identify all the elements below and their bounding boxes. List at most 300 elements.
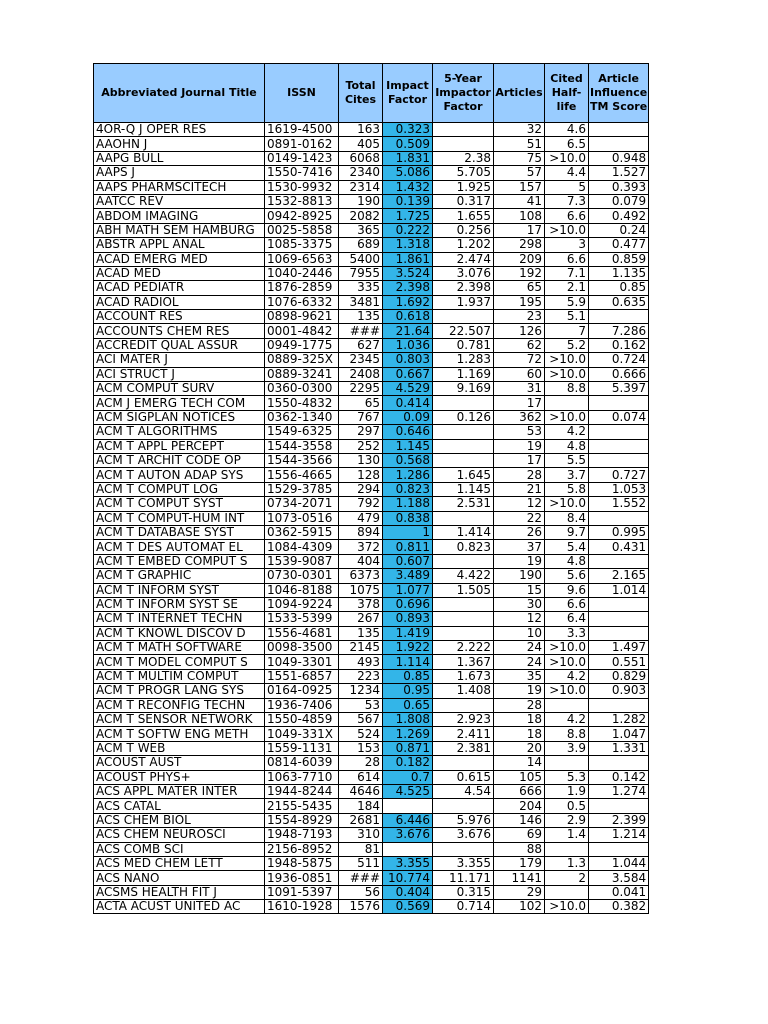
five-year-impact-cell[interactable]: 11.171 [433,871,494,885]
influence-score-cell[interactable]: 7.286 [589,324,649,338]
issn-cell[interactable]: 1073-0516 [265,511,339,525]
impact-factor-cell[interactable]: 0.803 [383,353,433,367]
total-cites-cell[interactable]: 493 [339,655,383,669]
half-life-cell[interactable]: 5.2 [545,338,589,352]
half-life-cell[interactable]: >10.0 [545,684,589,698]
journal-title-cell[interactable]: AAOHN J [94,137,265,151]
half-life-cell[interactable]: 9.7 [545,525,589,539]
influence-score-cell[interactable] [589,799,649,813]
journal-title-cell[interactable]: ACS CATAL [94,799,265,813]
impact-factor-cell[interactable]: 4.525 [383,784,433,798]
journal-title-cell[interactable]: AAPS J [94,166,265,180]
journal-title-cell[interactable]: ACTA ACUST UNITED AC [94,900,265,914]
col-header-issn[interactable]: ISSN [265,64,339,123]
table-row[interactable] [94,871,649,885]
impact-factor-cell[interactable]: 1.188 [383,497,433,511]
table-row[interactable] [94,756,649,770]
journal-title-cell[interactable]: ACM T MATH SOFTWARE [94,641,265,655]
half-life-cell[interactable]: 3.3 [545,626,589,640]
issn-cell[interactable]: 1046-8188 [265,583,339,597]
issn-cell[interactable]: 1619-4500 [265,123,339,137]
issn-cell[interactable]: 1091-5397 [265,885,339,899]
impact-factor-cell[interactable]: 1.145 [383,439,433,453]
articles-cell[interactable]: 157 [494,180,545,194]
half-life-cell[interactable]: 1.3 [545,856,589,870]
issn-cell[interactable]: 1063-7710 [265,770,339,784]
five-year-impact-cell[interactable]: 4.54 [433,784,494,798]
impact-factor-cell[interactable]: 0.838 [383,511,433,525]
influence-score-cell[interactable]: 0.074 [589,410,649,424]
table-row[interactable] [94,741,649,755]
five-year-impact-cell[interactable]: 0.714 [433,900,494,914]
half-life-cell[interactable]: 3.9 [545,741,589,755]
table-row[interactable] [94,137,649,151]
table-row[interactable] [94,511,649,525]
journal-title-cell[interactable]: ACM T COMPUT-HUM INT [94,511,265,525]
journal-title-cell[interactable]: ACSMS HEALTH FIT J [94,885,265,899]
table-row[interactable] [94,194,649,208]
total-cites-cell[interactable]: 163 [339,123,383,137]
half-life-cell[interactable] [545,698,589,712]
issn-cell[interactable]: 1936-7406 [265,698,339,712]
five-year-impact-cell[interactable] [433,310,494,324]
journal-title-cell[interactable]: ACM T DES AUTOMAT EL [94,540,265,554]
impact-factor-cell[interactable]: 0.09 [383,410,433,424]
total-cites-cell[interactable]: 627 [339,338,383,352]
influence-score-cell[interactable]: 1.135 [589,266,649,280]
impact-factor-cell[interactable]: 0.568 [383,453,433,467]
articles-cell[interactable]: 190 [494,569,545,583]
articles-cell[interactable]: 12 [494,497,545,511]
journal-title-cell[interactable]: ACM T PROGR LANG SYS [94,684,265,698]
five-year-impact-cell[interactable] [433,756,494,770]
impact-factor-cell[interactable]: 0.618 [383,310,433,324]
articles-cell[interactable]: 32 [494,123,545,137]
impact-factor-cell[interactable]: 1.318 [383,238,433,252]
half-life-cell[interactable]: >10.0 [545,367,589,381]
journal-title-cell[interactable]: ACS CHEM BIOL [94,813,265,827]
table-row[interactable] [94,669,649,683]
articles-cell[interactable]: 18 [494,727,545,741]
total-cites-cell[interactable]: 2681 [339,813,383,827]
journal-title-cell[interactable]: ACAD EMERG MED [94,252,265,266]
impact-factor-cell[interactable]: 1.077 [383,583,433,597]
issn-cell[interactable]: 1936-0851 [265,871,339,885]
table-row[interactable] [94,439,649,453]
influence-score-cell[interactable]: 1.497 [589,641,649,655]
five-year-impact-cell[interactable] [433,698,494,712]
influence-score-cell[interactable]: 0.041 [589,885,649,899]
impact-factor-cell[interactable]: 4.529 [383,382,433,396]
five-year-impact-cell[interactable] [433,799,494,813]
influence-score-cell[interactable]: 5.397 [589,382,649,396]
influence-score-cell[interactable] [589,612,649,626]
influence-score-cell[interactable]: 1.552 [589,497,649,511]
total-cites-cell[interactable]: 767 [339,410,383,424]
total-cites-cell[interactable]: 294 [339,482,383,496]
impact-factor-cell[interactable]: 0.646 [383,425,433,439]
influence-score-cell[interactable]: 0.948 [589,151,649,165]
influence-score-cell[interactable]: 0.142 [589,770,649,784]
impact-factor-cell[interactable]: 0.667 [383,367,433,381]
articles-cell[interactable]: 204 [494,799,545,813]
total-cites-cell[interactable]: 2145 [339,641,383,655]
journal-title-cell[interactable]: ABH MATH SEM HAMBURG [94,223,265,237]
total-cites-cell[interactable]: 4646 [339,784,383,798]
half-life-cell[interactable]: 4.8 [545,554,589,568]
journal-title-cell[interactable]: ACCOUNTS CHEM RES [94,324,265,338]
table-row[interactable] [94,281,649,295]
table-row[interactable] [94,597,649,611]
five-year-impact-cell[interactable] [433,511,494,525]
five-year-impact-cell[interactable]: 5.705 [433,166,494,180]
articles-cell[interactable]: 17 [494,396,545,410]
issn-cell[interactable]: 0814-6039 [265,756,339,770]
impact-factor-cell[interactable]: 0.323 [383,123,433,137]
influence-score-cell[interactable]: 0.903 [589,684,649,698]
five-year-impact-cell[interactable] [433,612,494,626]
issn-cell[interactable]: 1948-5875 [265,856,339,870]
impact-factor-cell[interactable]: 1.419 [383,626,433,640]
table-row[interactable] [94,223,649,237]
table-row[interactable] [94,842,649,856]
influence-score-cell[interactable]: 0.727 [589,468,649,482]
five-year-impact-cell[interactable] [433,425,494,439]
table-row[interactable] [94,583,649,597]
issn-cell[interactable]: 0889-325X [265,353,339,367]
articles-cell[interactable]: 31 [494,382,545,396]
articles-cell[interactable]: 15 [494,583,545,597]
impact-factor-cell[interactable]: 3.355 [383,856,433,870]
five-year-impact-cell[interactable]: 2.923 [433,713,494,727]
journal-title-cell[interactable]: AAPG BULL [94,151,265,165]
total-cites-cell[interactable]: 81 [339,842,383,856]
influence-score-cell[interactable]: 0.551 [589,655,649,669]
articles-cell[interactable]: 179 [494,856,545,870]
five-year-impact-cell[interactable]: 1.169 [433,367,494,381]
half-life-cell[interactable]: 5 [545,180,589,194]
table-row[interactable] [94,770,649,784]
table-row[interactable] [94,166,649,180]
half-life-cell[interactable]: 5.4 [545,540,589,554]
articles-cell[interactable]: 209 [494,252,545,266]
five-year-impact-cell[interactable]: 0.615 [433,770,494,784]
impact-factor-cell[interactable]: 1 [383,525,433,539]
impact-factor-cell[interactable]: 0.85 [383,669,433,683]
influence-score-cell[interactable] [589,842,649,856]
issn-cell[interactable]: 0025-5858 [265,223,339,237]
impact-factor-cell[interactable]: 0.414 [383,396,433,410]
journal-title-cell[interactable]: ACM T EMBED COMPUT S [94,554,265,568]
total-cites-cell[interactable]: 190 [339,194,383,208]
table-row[interactable] [94,252,649,266]
table-row[interactable] [94,828,649,842]
articles-cell[interactable]: 126 [494,324,545,338]
journal-title-cell[interactable]: ACM SIGPLAN NOTICES [94,410,265,424]
issn-cell[interactable]: 1550-4832 [265,396,339,410]
total-cites-cell[interactable]: 792 [339,497,383,511]
issn-cell[interactable]: 1610-1928 [265,900,339,914]
half-life-cell[interactable]: 4.2 [545,669,589,683]
journal-title-cell[interactable]: ACM T KNOWL DISCOV D [94,626,265,640]
issn-cell[interactable]: 1549-6325 [265,425,339,439]
issn-cell[interactable]: 1049-331X [265,727,339,741]
five-year-impact-cell[interactable] [433,842,494,856]
impact-factor-cell[interactable]: 1.692 [383,295,433,309]
impact-factor-cell[interactable]: 0.404 [383,885,433,899]
half-life-cell[interactable]: 5.1 [545,310,589,324]
issn-cell[interactable]: 1559-1131 [265,741,339,755]
table-row[interactable] [94,525,649,539]
journal-title-cell[interactable]: ACM T GRAPHIC [94,569,265,583]
influence-score-cell[interactable] [589,511,649,525]
influence-score-cell[interactable] [589,310,649,324]
articles-cell[interactable]: 362 [494,410,545,424]
impact-factor-cell[interactable]: 0.7 [383,770,433,784]
issn-cell[interactable]: 1533-5399 [265,612,339,626]
issn-cell[interactable]: 0891-0162 [265,137,339,151]
impact-factor-cell[interactable]: 0.823 [383,482,433,496]
issn-cell[interactable]: 1539-9087 [265,554,339,568]
articles-cell[interactable]: 18 [494,713,545,727]
articles-cell[interactable]: 10 [494,626,545,640]
half-life-cell[interactable]: 6.6 [545,252,589,266]
issn-cell[interactable]: 1948-7193 [265,828,339,842]
table-row[interactable] [94,554,649,568]
influence-score-cell[interactable]: 1.527 [589,166,649,180]
influence-score-cell[interactable] [589,756,649,770]
influence-score-cell[interactable]: 0.666 [589,367,649,381]
total-cites-cell[interactable]: 267 [339,612,383,626]
issn-cell[interactable]: 1094-9224 [265,597,339,611]
five-year-impact-cell[interactable] [433,123,494,137]
articles-cell[interactable]: 12 [494,612,545,626]
influence-score-cell[interactable]: 0.382 [589,900,649,914]
journal-title-cell[interactable]: AAPS PHARMSCITECH [94,180,265,194]
issn-cell[interactable]: 0362-1340 [265,410,339,424]
table-row[interactable] [94,123,649,137]
total-cites-cell[interactable]: 524 [339,727,383,741]
five-year-impact-cell[interactable] [433,597,494,611]
influence-score-cell[interactable] [589,439,649,453]
impact-factor-cell[interactable]: 1.114 [383,655,433,669]
five-year-impact-cell[interactable]: 1.673 [433,669,494,683]
half-life-cell[interactable]: 2 [545,871,589,885]
journal-title-cell[interactable]: ACAD RADIOL [94,295,265,309]
total-cites-cell[interactable]: 1075 [339,583,383,597]
five-year-impact-cell[interactable]: 9.169 [433,382,494,396]
issn-cell[interactable]: 1551-6857 [265,669,339,683]
five-year-impact-cell[interactable]: 2.531 [433,497,494,511]
articles-cell[interactable]: 37 [494,540,545,554]
half-life-cell[interactable]: >10.0 [545,497,589,511]
half-life-cell[interactable]: >10.0 [545,900,589,914]
articles-cell[interactable]: 65 [494,281,545,295]
five-year-impact-cell[interactable]: 5.976 [433,813,494,827]
issn-cell[interactable]: 1544-3558 [265,439,339,453]
total-cites-cell[interactable]: 511 [339,856,383,870]
articles-cell[interactable]: 57 [494,166,545,180]
journal-title-cell[interactable]: ACM T COMPUT SYST [94,497,265,511]
journal-title-cell[interactable]: ACM COMPUT SURV [94,382,265,396]
table-row[interactable] [94,238,649,252]
total-cites-cell[interactable]: 28 [339,756,383,770]
five-year-impact-cell[interactable] [433,396,494,410]
five-year-impact-cell[interactable]: 4.422 [433,569,494,583]
articles-cell[interactable]: 75 [494,151,545,165]
half-life-cell[interactable]: 4.2 [545,425,589,439]
total-cites-cell[interactable]: 3481 [339,295,383,309]
five-year-impact-cell[interactable] [433,439,494,453]
five-year-impact-cell[interactable]: 3.676 [433,828,494,842]
journal-title-cell[interactable]: ACM J EMERG TECH COM [94,396,265,410]
half-life-cell[interactable]: 4.2 [545,713,589,727]
half-life-cell[interactable]: 2.9 [545,813,589,827]
influence-score-cell[interactable]: 0.492 [589,209,649,223]
total-cites-cell[interactable]: 53 [339,698,383,712]
table-row[interactable] [94,612,649,626]
impact-factor-cell[interactable]: 21.64 [383,324,433,338]
issn-cell[interactable]: 0730-0301 [265,569,339,583]
five-year-impact-cell[interactable]: 0.823 [433,540,494,554]
col-header-half-life[interactable]: Cited Half-life [545,64,589,123]
issn-cell[interactable]: 1554-8929 [265,813,339,827]
articles-cell[interactable]: 30 [494,597,545,611]
half-life-cell[interactable]: 5.8 [545,482,589,496]
articles-cell[interactable]: 51 [494,137,545,151]
table-row[interactable] [94,151,649,165]
journal-title-cell[interactable]: ACAD MED [94,266,265,280]
table-row[interactable] [94,626,649,640]
issn-cell[interactable]: 1530-9932 [265,180,339,194]
five-year-impact-cell[interactable]: 1.937 [433,295,494,309]
articles-cell[interactable]: 26 [494,525,545,539]
issn-cell[interactable]: 1544-3566 [265,453,339,467]
journal-title-cell[interactable]: ACM T MULTIM COMPUT [94,669,265,683]
five-year-impact-cell[interactable]: 1.202 [433,238,494,252]
total-cites-cell[interactable]: 6068 [339,151,383,165]
journal-title-cell[interactable]: ACOUST PHYS+ [94,770,265,784]
half-life-cell[interactable]: 1.9 [545,784,589,798]
impact-factor-cell[interactable]: 0.607 [383,554,433,568]
impact-factor-cell[interactable]: 1.922 [383,641,433,655]
journal-title-cell[interactable]: ACM T INTERNET TECHN [94,612,265,626]
articles-cell[interactable]: 17 [494,453,545,467]
table-row[interactable] [94,713,649,727]
influence-score-cell[interactable]: 2.399 [589,813,649,827]
impact-factor-cell[interactable]: 1.036 [383,338,433,352]
half-life-cell[interactable]: 5.9 [545,295,589,309]
issn-cell[interactable]: 0360-0300 [265,382,339,396]
impact-factor-cell[interactable]: 1.725 [383,209,433,223]
issn-cell[interactable]: 1876-2859 [265,281,339,295]
articles-cell[interactable]: 195 [494,295,545,309]
five-year-impact-cell[interactable]: 1.414 [433,525,494,539]
journal-title-cell[interactable]: ACS COMB SCI [94,842,265,856]
half-life-cell[interactable]: 7 [545,324,589,338]
issn-cell[interactable]: 0164-0925 [265,684,339,698]
five-year-impact-cell[interactable]: 0.256 [433,223,494,237]
issn-cell[interactable]: 1085-3375 [265,238,339,252]
five-year-impact-cell[interactable]: 1.505 [433,583,494,597]
impact-factor-cell[interactable]: 0.893 [383,612,433,626]
impact-factor-cell[interactable] [383,799,433,813]
half-life-cell[interactable]: 5.6 [545,569,589,583]
journal-title-cell[interactable]: ACM T ALGORITHMS [94,425,265,439]
influence-score-cell[interactable]: 0.431 [589,540,649,554]
articles-cell[interactable]: 60 [494,367,545,381]
articles-cell[interactable]: 192 [494,266,545,280]
articles-cell[interactable]: 72 [494,353,545,367]
influence-score-cell[interactable] [589,554,649,568]
influence-score-cell[interactable]: 1.274 [589,784,649,798]
total-cites-cell[interactable]: 2345 [339,353,383,367]
table-row[interactable] [94,813,649,827]
journal-title-cell[interactable]: ACM T SENSOR NETWORK [94,713,265,727]
influence-score-cell[interactable]: 0.393 [589,180,649,194]
five-year-impact-cell[interactable]: 0.315 [433,885,494,899]
total-cites-cell[interactable]: 135 [339,310,383,324]
issn-cell[interactable]: 1532-8813 [265,194,339,208]
table-row[interactable] [94,382,649,396]
journal-title-cell[interactable]: ACM T SOFTW ENG METH [94,727,265,741]
total-cites-cell[interactable]: 65 [339,396,383,410]
five-year-impact-cell[interactable]: 2.381 [433,741,494,755]
table-row[interactable] [94,784,649,798]
half-life-cell[interactable] [545,396,589,410]
influence-score-cell[interactable]: 1.331 [589,741,649,755]
five-year-impact-cell[interactable]: 2.411 [433,727,494,741]
total-cites-cell[interactable]: 153 [339,741,383,755]
five-year-impact-cell[interactable]: 1.367 [433,655,494,669]
five-year-impact-cell[interactable] [433,453,494,467]
five-year-impact-cell[interactable]: 1.283 [433,353,494,367]
influence-score-cell[interactable]: 1.047 [589,727,649,741]
total-cites-cell[interactable]: 6373 [339,569,383,583]
impact-factor-cell[interactable]: 0.65 [383,698,433,712]
total-cites-cell[interactable]: 56 [339,885,383,899]
issn-cell[interactable]: 2156-8952 [265,842,339,856]
half-life-cell[interactable]: 0.5 [545,799,589,813]
journal-title-cell[interactable]: ABDOM IMAGING [94,209,265,223]
total-cites-cell[interactable]: 2314 [339,180,383,194]
influence-score-cell[interactable] [589,396,649,410]
five-year-impact-cell[interactable]: 0.126 [433,410,494,424]
journal-title-cell[interactable]: AATCC REV [94,194,265,208]
total-cites-cell[interactable]: 297 [339,425,383,439]
total-cites-cell[interactable]: 184 [339,799,383,813]
five-year-impact-cell[interactable]: 22.507 [433,324,494,338]
total-cites-cell[interactable]: 614 [339,770,383,784]
articles-cell[interactable]: 22 [494,511,545,525]
influence-score-cell[interactable]: 0.477 [589,238,649,252]
five-year-impact-cell[interactable]: 2.38 [433,151,494,165]
articles-cell[interactable]: 88 [494,842,545,856]
table-row[interactable] [94,482,649,496]
articles-cell[interactable]: 1141 [494,871,545,885]
total-cites-cell[interactable]: 1576 [339,900,383,914]
articles-cell[interactable]: 19 [494,684,545,698]
journal-title-cell[interactable]: ACS MED CHEM LETT [94,856,265,870]
influence-score-cell[interactable]: 0.635 [589,295,649,309]
articles-cell[interactable]: 29 [494,885,545,899]
total-cites-cell[interactable]: 894 [339,525,383,539]
five-year-impact-cell[interactable]: 2.474 [433,252,494,266]
issn-cell[interactable]: 0149-1423 [265,151,339,165]
articles-cell[interactable]: 62 [494,338,545,352]
table-row[interactable] [94,209,649,223]
impact-factor-cell[interactable]: 0.182 [383,756,433,770]
